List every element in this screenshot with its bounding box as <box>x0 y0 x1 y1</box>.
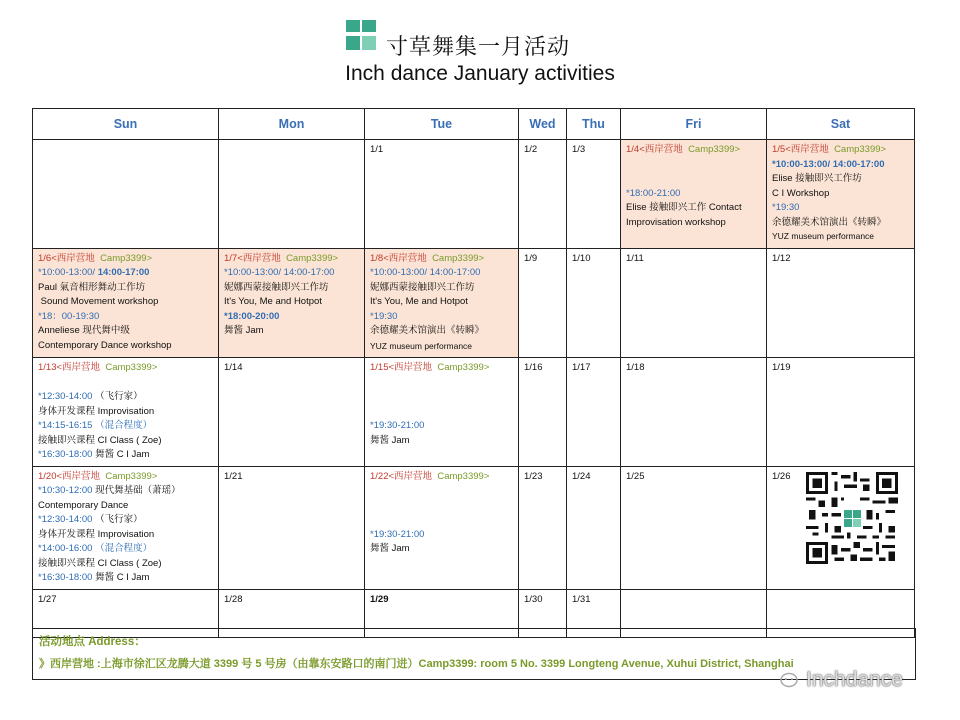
camp-label: Camp3399> <box>437 362 490 373</box>
calendar-cell <box>519 248 567 358</box>
calendar-cell <box>567 140 621 249</box>
date-label: 1/23 <box>524 470 543 482</box>
day-header-fri: Fri <box>621 109 767 140</box>
event-time: 14:00-17:00 <box>97 267 150 278</box>
event-text: It's You, Me and Hotpot <box>370 296 468 307</box>
date-label: 1/11 <box>626 252 644 264</box>
event-time: *10:00-13:00/ 14:00-17:00 <box>370 267 481 278</box>
venue-label: <西岸营地 <box>56 362 101 373</box>
calendar-cell-empty <box>219 140 365 249</box>
calendar-cell <box>567 358 621 467</box>
camp-label: Camp3399> <box>105 470 158 482</box>
event-text: Elise 接触即兴工作 Contact <box>626 202 742 213</box>
date-label: 1/19 <box>772 362 791 373</box>
calendar-table <box>32 108 915 638</box>
event-time: *16:30-18:00 <box>38 572 93 583</box>
date-label: 1/2 <box>524 144 538 155</box>
event-time: *14:15-16:15 <box>38 420 93 431</box>
event-text: 接触即兴课程 CI Class ( Zoe) <box>38 434 162 446</box>
event-text: Elise 接触即兴工作坊 <box>772 173 862 184</box>
event-text: Paul 氣音相形舞动工作坊 <box>38 281 146 293</box>
event-text: 余德耀美术馆演出《转瞬》 <box>370 325 485 336</box>
date-label: 1/30 <box>524 593 543 605</box>
date-label: 1/28 <box>224 593 243 605</box>
calendar-cell-event <box>33 358 219 467</box>
venue-label: <西岸营地 <box>237 252 281 264</box>
event-text: 舞酱 Jam <box>224 325 264 336</box>
calendar-cell <box>767 358 915 467</box>
calendar-cell-event <box>33 466 219 589</box>
calendar-cell <box>621 358 767 467</box>
calendar-cell <box>519 466 567 589</box>
qr-code <box>806 472 898 564</box>
event-time: *12:30-14:00 <box>38 391 93 402</box>
date-label: 1/14 <box>224 362 243 373</box>
calendar-cell-event <box>365 466 519 589</box>
date-label: 1/7 <box>224 252 238 264</box>
camp-label: Camp3399> <box>437 470 490 482</box>
event-text: Contemporary Dance workshop <box>38 339 172 351</box>
calendar-cell <box>567 466 621 589</box>
event-text: 舞酱 C I Jam <box>95 572 150 583</box>
date-label: 1/20 <box>38 470 57 482</box>
event-time: *19:30-21:00 <box>370 528 425 540</box>
date-label: 1/24 <box>572 470 591 482</box>
date-label: 1/3 <box>572 144 586 155</box>
calendar-cell-event <box>621 140 767 249</box>
date-label: 1/31 <box>572 593 591 605</box>
event-text: 身体开发课程 Improvisation <box>38 528 155 540</box>
day-header-thu: Thu <box>567 109 621 140</box>
venue-label: <西岸营地 <box>383 252 427 264</box>
page-title-english: Inch dance January activities <box>345 62 615 85</box>
camp-label: Camp3399> <box>105 362 158 373</box>
event-time: *19:30-21:00 <box>370 420 425 431</box>
event-time: *12:30-14:00 <box>38 514 93 525</box>
calendar-header-row <box>33 109 915 140</box>
event-text: 妮娜西蒙接触即兴工作坊 <box>370 281 475 293</box>
event-time: *19:30 <box>370 310 398 322</box>
event-time: *10:00-13:00/ <box>38 267 96 278</box>
event-text: Contemporary Dance <box>38 499 129 511</box>
event-note: （混合程度） <box>95 543 153 554</box>
date-label: 1/22 <box>370 470 389 482</box>
date-label: 1/12 <box>772 252 791 264</box>
calendar-cell-event <box>767 140 915 249</box>
week-row-1 <box>33 140 915 249</box>
calendar-cell <box>519 358 567 467</box>
event-text: It's You, Me and Hotpot <box>224 296 322 307</box>
event-time: *18:00-20:00 <box>224 310 280 322</box>
watermark-text: Inchdance <box>806 668 903 691</box>
event-text: 现代舞基础（萧瑶） <box>95 485 181 496</box>
venue-label: <西岸营地 <box>639 144 683 155</box>
date-label: 1/26 <box>772 470 791 482</box>
date-label: 1/25 <box>626 470 645 482</box>
day-header-sun: Sun <box>33 109 219 140</box>
event-time: *14:00-16:00 <box>38 543 93 554</box>
venue-label: <西岸营地 <box>388 362 433 373</box>
date-label: 1/13 <box>38 362 57 373</box>
calendar-cell <box>767 248 915 358</box>
event-text: 舞酱 C I Jam <box>95 449 150 460</box>
date-label: 1/4 <box>626 144 640 155</box>
date-label: 1/15 <box>370 362 389 373</box>
event-time: *10:00-13:00/ 14:00-17:00 <box>224 267 335 278</box>
event-time: *18：00-19:30 <box>38 310 100 322</box>
calendar-cell <box>219 358 365 467</box>
day-header-sat: Sat <box>767 109 915 140</box>
week-row-4 <box>33 466 915 589</box>
event-text: 舞酱 Jam <box>370 543 410 554</box>
calendar-cell <box>621 466 767 589</box>
calendar-cell <box>567 248 621 358</box>
event-time: *10:00-13:00/ 14:00-17:00 <box>772 158 885 170</box>
day-header-wed: Wed <box>519 109 567 140</box>
event-text: C I Workshop <box>772 187 830 199</box>
date-label: 1/16 <box>524 362 543 373</box>
venue-label: <西岸营地 <box>56 470 101 482</box>
camp-label: Camp3399> <box>432 252 485 264</box>
day-header-tue: Tue <box>365 109 519 140</box>
date-label: 1/8 <box>370 252 384 264</box>
calendar-cell <box>519 140 567 249</box>
camp-label: Camp3399> <box>688 144 741 155</box>
address-text: 》西岸营地 :上海市徐汇区龙腾大道 3399 号 5 号房（由靠东安路口的南门进）Camp3399: room 5 No. 3399 Longteng Avenue, Xuhui District, Shanghai <box>39 658 794 670</box>
date-label: 1/10 <box>572 252 591 264</box>
calendar-cell-event <box>33 248 219 358</box>
calendar-cell-event <box>365 358 519 467</box>
week-row-3 <box>33 358 915 467</box>
venue-label: <西岸营地 <box>51 252 95 264</box>
date-label: 1/6 <box>38 252 52 264</box>
event-text: YUZ museum performance <box>370 340 473 351</box>
event-text: Improvisation workshop <box>626 216 726 228</box>
event-note: （混合程度） <box>95 420 153 431</box>
page-title-chinese: 寸草舞集一月活动 <box>386 35 571 60</box>
event-text: Sound Movement workshop <box>40 296 159 307</box>
calendar-cell <box>365 140 519 249</box>
camp-label: Camp3399> <box>834 144 887 155</box>
event-text: 余德耀美术馆演出《转瞬》 <box>772 216 887 228</box>
camp-label: Camp3399> <box>100 252 153 264</box>
inch-dance-logo <box>344 18 378 52</box>
date-label: 1/5 <box>772 144 786 155</box>
camp-label: Camp3399> <box>286 252 339 264</box>
event-text: YUZ museum performance <box>772 231 875 241</box>
date-label: 1/9 <box>524 252 538 264</box>
day-header-mon: Mon <box>219 109 365 140</box>
calendar-cell-event <box>219 248 365 358</box>
address-label: 活动地点 Address： <box>39 636 146 648</box>
calendar-cell <box>219 466 365 589</box>
event-note: （飞行家） <box>95 391 143 402</box>
event-text: 舞酱 Jam <box>370 434 410 446</box>
date-label: 1/17 <box>572 362 591 373</box>
date-label: 1/27 <box>38 593 57 605</box>
event-note: （飞行家） <box>95 514 143 525</box>
event-text: 妮娜西蒙接触即兴工作坊 <box>224 281 329 293</box>
event-text: 身体开发课程 Improvisation <box>38 405 155 417</box>
date-label: 1/29 <box>370 593 389 605</box>
date-label: 1/18 <box>626 362 645 373</box>
event-time: *18:00-21:00 <box>626 187 681 199</box>
event-time: *19:30 <box>772 202 800 213</box>
date-label: 1/1 <box>370 144 384 155</box>
event-time: *16:30-18:00 <box>38 449 93 460</box>
venue-label: <西岸营地 <box>388 470 433 482</box>
calendar-cell-event <box>365 248 519 358</box>
venue-label: <西岸营地 <box>785 144 829 155</box>
date-label: 1/21 <box>224 470 243 482</box>
week-row-2 <box>33 248 915 358</box>
calendar-cell <box>621 248 767 358</box>
event-text: Anneliese 现代舞中级 <box>38 325 130 336</box>
event-time: *10:30-12:00 <box>38 485 93 496</box>
calendar-cell-empty <box>33 140 219 249</box>
wechat-icon <box>780 672 802 690</box>
event-text: 接触即兴课程 CI Class ( Zoe) <box>38 557 162 569</box>
